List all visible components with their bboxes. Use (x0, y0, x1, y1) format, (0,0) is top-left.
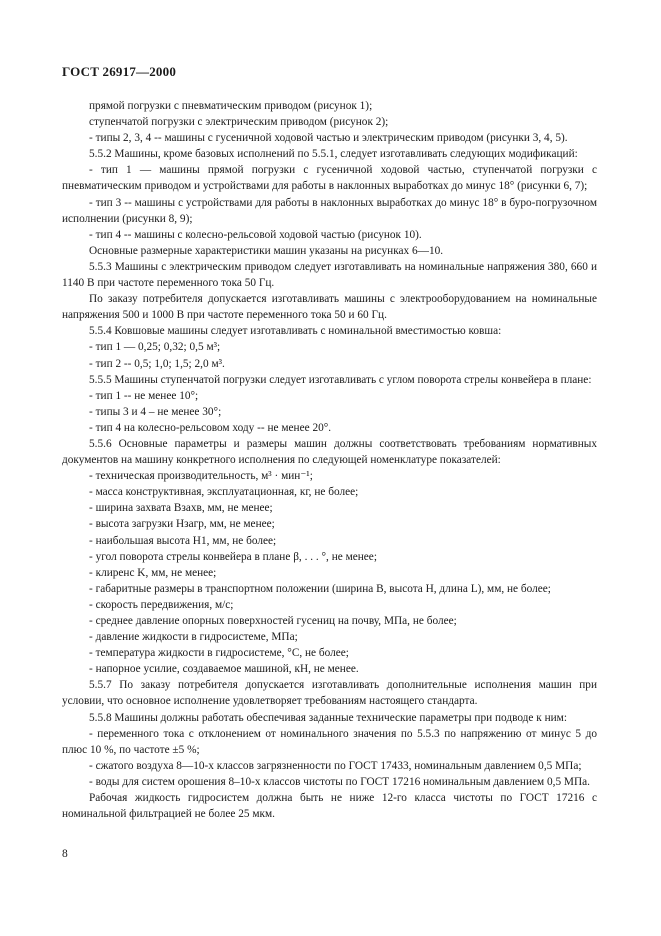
paragraph: - температура жидкости в гидросистеме, °С, не более; (89, 647, 349, 660)
document-body (62, 98, 597, 822)
paragraph: - переменного тока с отклонением от номинального значения по 5.5.3 по напряжению от минус 5 до плюс 10 %, по частоте ±5 %; (62, 727, 597, 756)
paragraph: Основные размерные характеристики машин указаны на рисунках 6—10. (89, 244, 444, 257)
paragraph: - тип 1 -- не менее 10°; (89, 389, 199, 402)
paragraph: - тип 2 -- 0,5; 1,0; 1,5; 2,0 м³. (89, 357, 225, 370)
paragraph: - скорость передвижения, м/с; (89, 598, 234, 611)
document-header: ГОСТ 26917—2000 (62, 64, 177, 79)
paragraph: 5.5.5 Машины ступенчатой погрузки следует изготавливать с углом поворота стрелы конвейера в плане: (89, 373, 592, 386)
paragraph: - высота загрузки Hзагр, мм, не менее; (89, 518, 275, 531)
paragraph: 5.5.2 Машины, кроме базовых исполнений по 5.5.1, следует изготавливать следующих модификаций: (89, 148, 578, 161)
paragraph: 5.5.4 Ковшовые машины следует изготавливать с номинальной вместимостью ковша: (89, 325, 502, 338)
paragraph: - тип 1 — 0,25; 0,32; 0,5 м³; (89, 341, 221, 354)
paragraph: - сжатого воздуха 8—10-х классов загрязненности по ГОСТ 17433, номинальным давлением 0,5 МПа; (89, 759, 582, 772)
paragraph: - типы 2, 3, 4 -- машины с гусеничной ходовой частью и электрическим приводом (рисунки 3, 4, 5). (89, 132, 568, 145)
paragraph: - масса конструктивная, эксплуатационная, кг, не более; (89, 486, 359, 499)
page-number: 8 (62, 848, 68, 860)
paragraph: Рабочая жидкость гидросистем должна быть не ниже 12-го класса чистоты по ГОСТ 17216 с номинальной фильтрацией не более 25 мкм. (62, 792, 597, 821)
paragraph: прямой погрузки с пневматическим приводом (рисунок 1); (89, 100, 373, 112)
paragraph: - тип 4 -- машины с колесно-рельсовой ходовой частью (рисунок 10). (89, 228, 422, 241)
paragraph: - тип 3 -- машины с устройствами для работы в наклонных выработках до минус 18° в буро-погрузочном исполнении (рисунки 8, 9); (62, 196, 597, 225)
paragraph: - угол поворота стрелы конвейера в плане β, . . . °, не менее; (89, 550, 377, 563)
paragraph: - техническая производительность, м³ · мин⁻¹; (89, 470, 313, 483)
paragraph: - давление жидкости в гидросистеме, МПа; (89, 631, 298, 644)
paragraph: - наибольшая высота H1, мм, не более; (89, 534, 277, 547)
paragraph: 5.5.8 Машины должны работать обеспечивая заданные технические параметры при подводе к ним: (89, 711, 567, 724)
paragraph: - габаритные размеры в транспортном положении (ширина B, высота H, длина L), мм, не более; (89, 582, 551, 595)
paragraph: - напорное усилие, создаваемое машиной, кН, не менее. (89, 663, 359, 676)
paragraph: - ширина захвата Bзахв, мм, не менее; (89, 502, 273, 515)
paragraph: По заказу потребителя допускается изготавливать машины с электрооборудованием на номинальные напряжения 500 и 1000 В при частоте переменного тока 50 и 60 Гц. (62, 293, 597, 322)
paragraph: - тип 1 — машины прямой погрузки с гусеничной ходовой частью, ступенчатой погрузки с пневматическим приводом и устройствами для работы в наклонных выработках до минус 18° (рисунки 6, 7); (62, 164, 597, 193)
paragraph: - тип 4 на колесно-рельсовом ходу -- не менее 20°. (89, 421, 332, 434)
paragraph: - типы 3 и 4 – не менее 30°; (89, 405, 222, 418)
paragraph: - воды для систем орошения 8–10-х классов чистоты по ГОСТ 17216 номинальным давлением 0,5 МПа. (89, 775, 590, 788)
paragraph: 5.5.7 По заказу потребителя допускается изготавливать дополнительные исполнения машин при условии, что основное исполнение удовлетворяет требованиям настоящего стандарта. (62, 679, 597, 708)
paragraph: ступенчатой погрузки с электрическим приводом (рисунок 2); (89, 116, 389, 129)
paragraph: 5.5.3 Машины с электрическим приводом следует изготавливать на номинальные напряжения 380, 660 и 1140 В при частоте переменного тока 50 Гц. (62, 260, 597, 290)
paragraph: - среднее давление опорных поверхностей гусениц на почву, МПа, не более; (89, 615, 457, 627)
paragraph: 5.5.6 Основные параметры и размеры машин должны соответствовать требованиям нормативных документов на машину конкретного исполнения по следующей номенклатуре показателей: (62, 437, 597, 467)
paragraph: - клиренс K, мм, не менее; (89, 566, 217, 579)
